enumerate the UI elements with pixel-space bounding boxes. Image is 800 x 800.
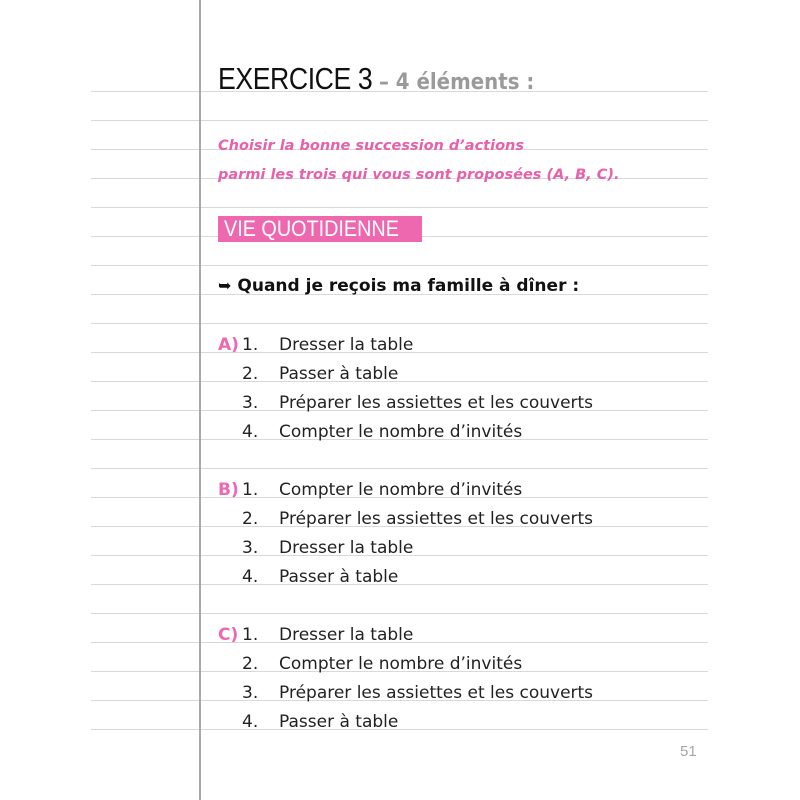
ruled-line (91, 613, 708, 614)
option-letter: A) (218, 335, 239, 355)
ruled-line (91, 323, 708, 324)
ruled-line (91, 468, 708, 469)
item-text: Dresser la table (279, 625, 414, 645)
margin-line (199, 0, 201, 800)
ruled-line (91, 584, 708, 585)
question-text: Quand je reçois ma famille à dîner : (237, 276, 580, 296)
item-number: 2. (242, 509, 259, 529)
item-number: 2. (242, 654, 259, 674)
item-number: 4. (242, 422, 259, 442)
exercise-title-main: EXERCICE 3 (218, 61, 373, 96)
item-number: 1. (242, 480, 259, 500)
item-number: 4. (242, 712, 259, 732)
ruled-line (91, 120, 708, 121)
section-badge (218, 216, 422, 242)
item-text: Dresser la table (279, 538, 414, 558)
item-number: 3. (242, 538, 259, 558)
ruled-line (91, 729, 708, 730)
option-letter: B) (218, 480, 239, 500)
question (218, 276, 579, 296)
item-text: Passer à table (279, 712, 399, 732)
item-number: 2. (242, 364, 259, 384)
instructions-line-1: Choisir la bonne succession d’actions (218, 138, 524, 154)
item-text: Passer à table (279, 364, 399, 384)
arrow-right-icon: ➥ (218, 276, 232, 295)
item-text: Dresser la table (279, 335, 414, 355)
item-number: 1. (242, 335, 259, 355)
item-text: Préparer les assiettes et les couverts (279, 683, 594, 703)
item-number: 4. (242, 567, 259, 587)
item-number: 3. (242, 683, 259, 703)
section-badge-label: VIE QUOTIDIENNE (224, 216, 399, 241)
option-letter: C) (218, 625, 239, 645)
page-number: 51 (680, 743, 697, 760)
item-text: Préparer les assiettes et les couverts (279, 393, 594, 413)
item-text: Préparer les assiettes et les couverts (279, 509, 594, 529)
instructions-line-2: parmi les trois qui vous sont proposées (A, B, C). (218, 167, 620, 183)
item-text: Compter le nombre d’invités (279, 480, 523, 500)
instructions (218, 132, 620, 190)
exercise-title-subtitle: – 4 éléments : (379, 70, 535, 95)
item-number: 3. (242, 393, 259, 413)
ruled-line (91, 381, 708, 382)
item-text: Compter le nombre d’invités (279, 422, 523, 442)
ruled-line (91, 207, 708, 208)
item-text: Passer à table (279, 567, 399, 587)
ruled-line (91, 265, 708, 266)
exercise-title (218, 61, 552, 97)
item-text: Compter le nombre d’invités (279, 654, 523, 674)
item-number: 1. (242, 625, 259, 645)
